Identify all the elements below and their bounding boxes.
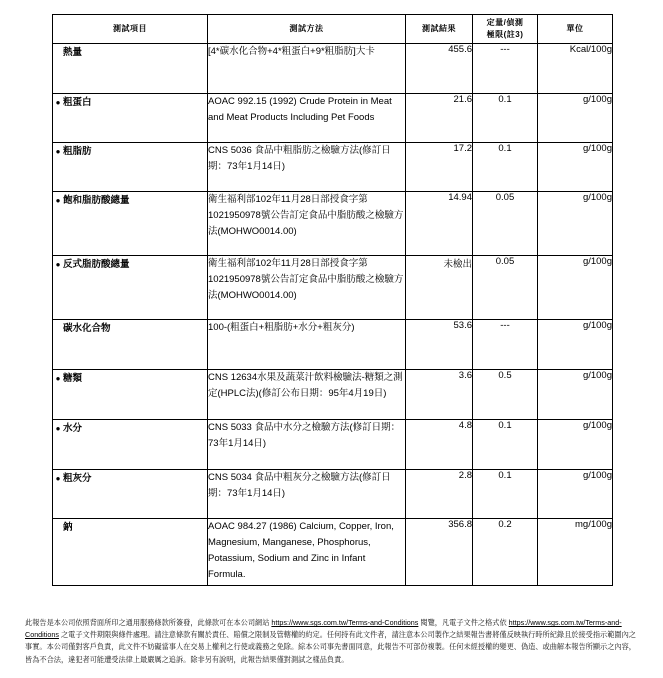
test-result-cell: 未檢出: [406, 256, 473, 320]
terms-link-1[interactable]: https://www.sgs.com.tw/Terms-and-Conditions: [271, 618, 419, 627]
bullet-marker: ●: [55, 374, 61, 383]
test-result-cell: 53.6: [406, 320, 473, 370]
test-item-cell: [53, 470, 208, 519]
table-header-row: [53, 15, 613, 44]
bullet-marker: ●: [55, 474, 61, 483]
disclaimer-text: [25, 617, 638, 666]
unit-cell: g/100g: [538, 192, 613, 256]
test-method-cell: CNS 5034 食品中粗灰分之檢驗方法(修訂日期：73年1月14日): [208, 470, 406, 519]
test-method-cell: CNS 5033 食品中水分之檢驗方法(修訂日期：73年1月14日): [208, 420, 406, 470]
test-method-cell: AOAC 984.27 (1986) Calcium, Copper, Iron, Magnesium, Manganese, Phosphorus, Potassium, Sodium and Zinc in Infant Formula.: [208, 519, 406, 586]
test-item-name: 熱量: [63, 47, 83, 58]
test-method-cell: AOAC 992.15 (1992) Crude Protein in Meat and Meat Products Including Pet Foods: [208, 94, 406, 143]
header-limit-line2: 極限(註3): [486, 30, 524, 39]
table-row: [53, 519, 613, 586]
test-results-table: [52, 14, 613, 586]
bullet-marker: ●: [55, 147, 61, 156]
test-result-cell: 21.6: [406, 94, 473, 143]
test-item-name: 碳水化合物: [63, 323, 111, 334]
unit-cell: g/100g: [538, 420, 613, 470]
test-result-cell: 2.8: [406, 470, 473, 519]
detection-limit-cell: 0.5: [473, 370, 538, 420]
test-item-cell: [53, 320, 208, 370]
test-result-cell: 356.8: [406, 519, 473, 586]
unit-cell: g/100g: [538, 143, 613, 192]
test-item-cell: [53, 519, 208, 586]
detection-limit-cell: 0.05: [473, 192, 538, 256]
detection-limit-cell: 0.1: [473, 94, 538, 143]
detection-limit-cell: 0.05: [473, 256, 538, 320]
unit-cell: g/100g: [538, 94, 613, 143]
header-detection-limit: [473, 15, 538, 44]
detection-limit-cell: 0.1: [473, 143, 538, 192]
detection-limit-cell: ---: [473, 44, 538, 94]
disclaimer-part-2: 閱覽，凡電子文件之格式依: [418, 618, 509, 627]
test-item-name: 粗脂肪: [63, 146, 92, 157]
bullet-marker: ●: [55, 424, 61, 433]
detection-limit-cell: 0.1: [473, 470, 538, 519]
test-item-cell: [53, 370, 208, 420]
disclaimer-part-1: 此報告是本公司依照背面所印之通用服務條款所簽發，此條款可在本公司網站: [25, 618, 272, 627]
unit-cell: Kcal/100g: [538, 44, 613, 94]
table-row: [53, 256, 613, 320]
test-item-cell: [53, 192, 208, 256]
test-result-cell: 3.6: [406, 370, 473, 420]
test-item-name: 水分: [63, 423, 83, 434]
table-row: [53, 44, 613, 94]
table-row: [53, 192, 613, 256]
detection-limit-cell: 0.2: [473, 519, 538, 586]
test-item-name: 糖類: [63, 373, 83, 384]
test-item-name: 粗灰分: [63, 473, 92, 484]
test-method-cell: 衛生福利部102年11月28日部授食字第1021950978號公告訂定食品中脂肪酸之檢驗方法(MOHWO0014.00): [208, 192, 406, 256]
unit-cell: g/100g: [538, 320, 613, 370]
test-item-cell: [53, 143, 208, 192]
test-item-name: 飽和脂肪酸總量: [63, 195, 130, 206]
detection-limit-cell: 0.1: [473, 420, 538, 470]
test-item-cell: [53, 420, 208, 470]
unit-cell: g/100g: [538, 256, 613, 320]
test-method-cell: [4*碳水化合物+4*粗蛋白+9*粗脂肪]大卡: [208, 44, 406, 94]
table-row: [53, 94, 613, 143]
bullet-marker: ●: [55, 98, 61, 107]
test-result-cell: 14.94: [406, 192, 473, 256]
test-result-cell: 17.2: [406, 143, 473, 192]
test-method-cell: CNS 12634水果及蔬菜汁飲料檢驗法-糖類之測定(HPLC法)(修訂公布日期：95年4月19日): [208, 370, 406, 420]
test-item-name: 粗蛋白: [63, 97, 92, 108]
header-test-item: 測試項目: [53, 15, 208, 44]
bullet-marker: ●: [55, 196, 61, 205]
unit-cell: g/100g: [538, 470, 613, 519]
test-item-name: 鈉: [63, 522, 73, 533]
header-test-result: 測試結果: [406, 15, 473, 44]
table-row: [53, 420, 613, 470]
unit-cell: mg/100g: [538, 519, 613, 586]
test-method-cell: CNS 5036 食品中粗脂肪之檢驗方法(修訂日期：73年1月14日): [208, 143, 406, 192]
unit-cell: g/100g: [538, 370, 613, 420]
test-item-cell: [53, 44, 208, 94]
test-result-cell: 4.8: [406, 420, 473, 470]
disclaimer-part-3: 之電子文件期限與條件處理。請注意條款有關於責任、賠償之限制及管轄權的約定。任何持有此文件者，請注意本公司製作之結果報告書將僅反映執行時所紀錄且於接受指示範圍內之事實。本公司僅對客戶負責，此文件不妨礙當事人在交易上權利之行使或義務之免除。綜本公司事先書面同意，此報告不可部份複製。任何未經授權的變更、偽造、或曲解本報告所顯示之內容，皆為不合法，違犯者可能遭受法律上最嚴厲之追訴。除非另有說明，此報告結果僅對測試之樣品負責。: [25, 630, 636, 664]
disclaimer-footer: [25, 617, 638, 666]
header-limit-line1: 定量/偵測: [486, 18, 524, 27]
test-item-cell: [53, 94, 208, 143]
table-row: [53, 320, 613, 370]
detection-limit-cell: ---: [473, 320, 538, 370]
terms-link-2[interactable]: https://www.sgs.com.tw/Terms-and-Conditions: [25, 618, 622, 640]
table-row: [53, 470, 613, 519]
test-result-cell: 455.6: [406, 44, 473, 94]
header-test-method: 測試方法: [208, 15, 406, 44]
header-unit: 單位: [538, 15, 613, 44]
table-row: [53, 370, 613, 420]
test-item-cell: [53, 256, 208, 320]
bullet-marker: ●: [55, 260, 61, 269]
test-method-cell: 100-(粗蛋白+粗脂肪+水分+粗灰分): [208, 320, 406, 370]
table-row: [53, 143, 613, 192]
test-item-name: 反式脂肪酸總量: [63, 259, 130, 270]
test-method-cell: 衛生福利部102年11月28日部授食字第1021950978號公告訂定食品中脂肪酸之檢驗方法(MOHWO0014.00): [208, 256, 406, 320]
